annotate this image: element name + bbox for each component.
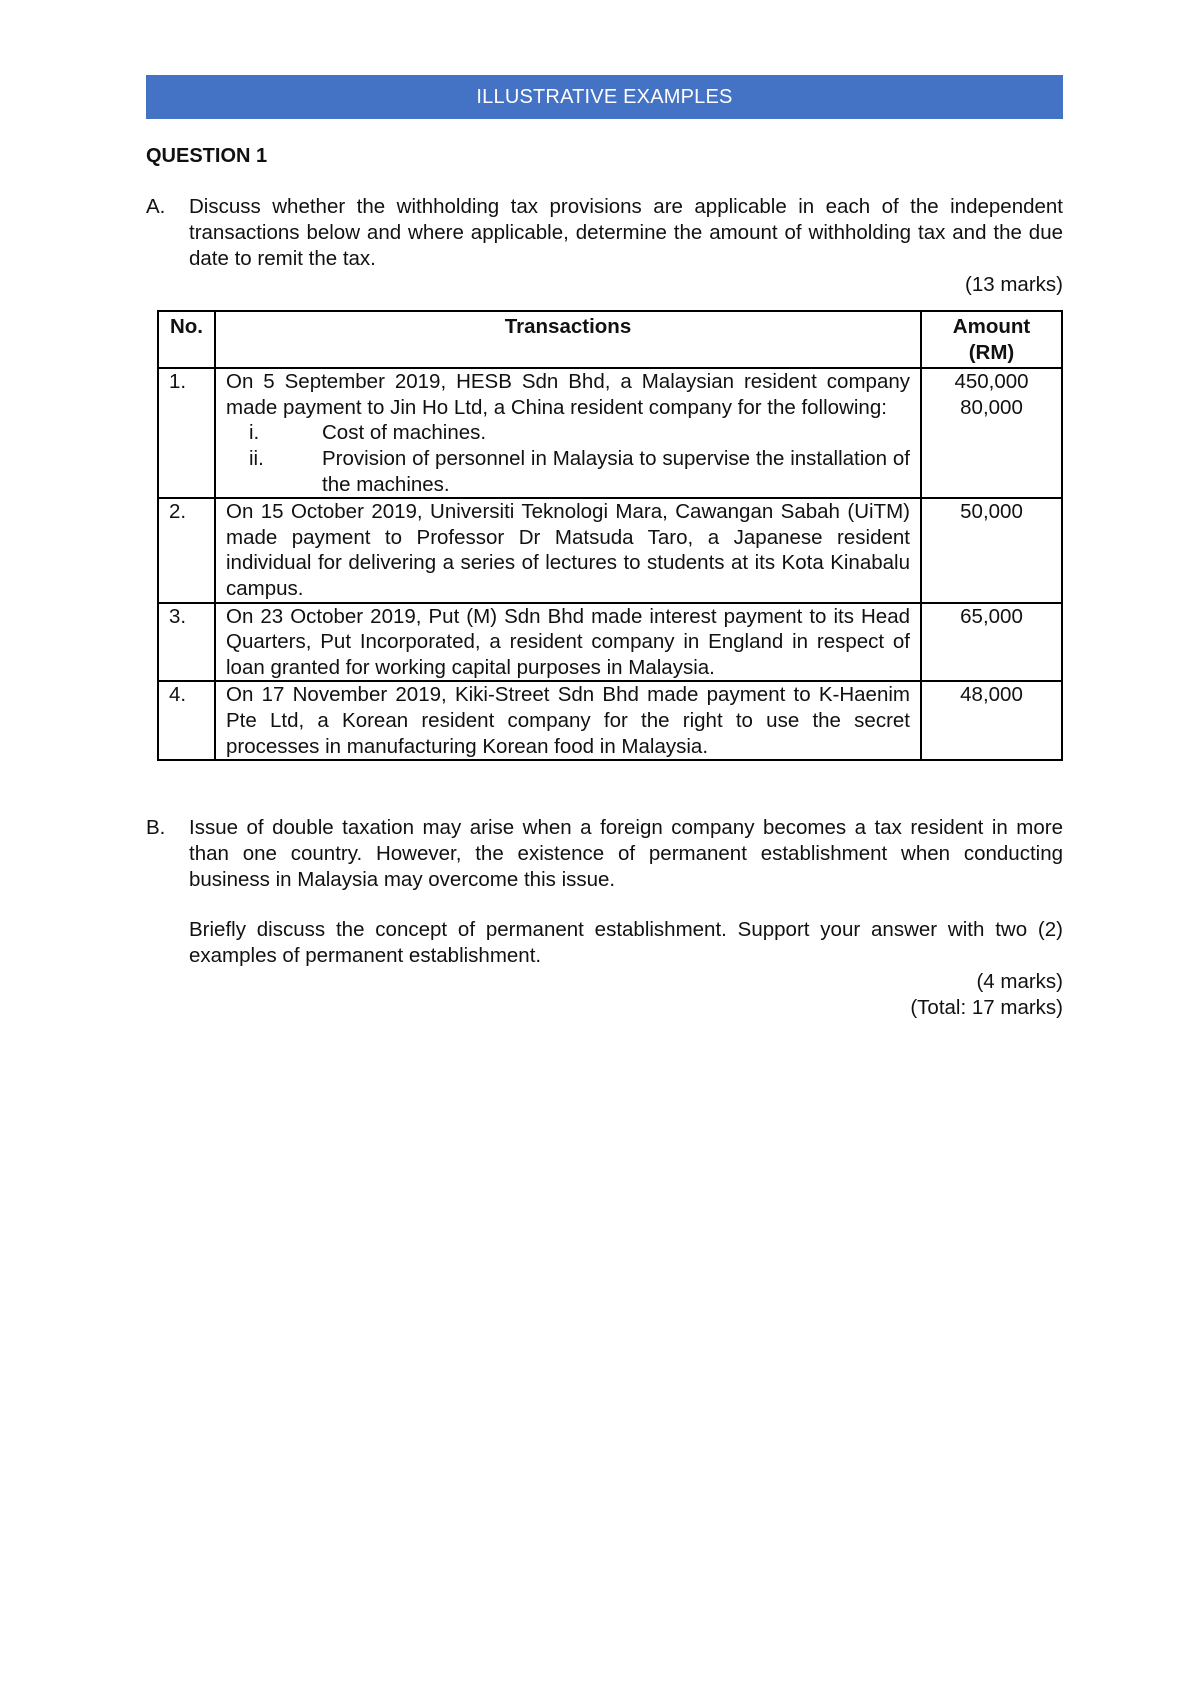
row-transaction: On 15 October 2019, Universiti Teknologi Mara, Cawangan Sabah (UiTM) made payment to Professor Dr Matsuda Taro, a Japanese resident individual for delivering a series of lectures to students at its Kota Kinabalu campus. [215, 498, 921, 602]
part-b-letter: B. [146, 816, 166, 840]
part-a-text: Discuss whether the withholding tax provisions are applicable in each of the independent transactions below and where applicable, determine the amount of withholding tax and the due date to remit the tax. [189, 195, 1063, 270]
row-number: 3. [158, 603, 215, 682]
sub-item [226, 420, 910, 446]
row-transaction-text: On 5 September 2019, HESB Sdn Bhd, a Malaysian resident company made payment to Jin Ho Ltd, a China resident company for the following: [226, 370, 910, 419]
row-transaction [215, 368, 921, 498]
table-row [158, 498, 1062, 602]
row-number: 1. [158, 368, 215, 498]
row-amount-value: 80,000 [960, 395, 1023, 419]
part-b-marks: (4 marks) [976, 970, 1063, 994]
table-row [158, 368, 1062, 498]
part-b-body [189, 815, 1063, 969]
row-amount-value: 450,000 [954, 370, 1029, 394]
part-a [146, 194, 1063, 272]
table-header-row [158, 311, 1062, 368]
header-transactions: Transactions [215, 311, 921, 368]
header-no: No. [158, 311, 215, 368]
part-a-letter: A. [146, 195, 166, 218]
table-row [158, 681, 1062, 760]
part-a-marks: (13 marks) [965, 273, 1063, 296]
row-number: 4. [158, 681, 215, 760]
row-amount [921, 368, 1062, 498]
part-b [146, 815, 1063, 969]
sub-item [226, 446, 910, 497]
question-title: QUESTION 1 [146, 145, 268, 167]
banner-text: ILLUSTRATIVE EXAMPLES [476, 85, 733, 108]
transactions-table [157, 310, 1063, 761]
sub-item-numeral: ii. [249, 446, 264, 470]
row-transaction: On 17 November 2019, Kiki-Street Sdn Bhd made payment to K-Haenim Pte Ltd, a Korean resident company for the right to use the secret processes in manufacturing Korean food in Malaysia. [215, 681, 921, 760]
row-amount: 50,000 [921, 498, 1062, 602]
section-banner [146, 75, 1063, 119]
row-number: 2. [158, 498, 215, 602]
total-marks: (Total: 17 marks) [910, 996, 1063, 1020]
sub-item-numeral: i. [249, 421, 260, 445]
sub-item-text: Provision of personnel in Malaysia to supervise the installation of the machines. [322, 446, 910, 496]
table-row [158, 603, 1062, 682]
row-transaction: On 23 October 2019, Put (M) Sdn Bhd made interest payment to its Head Quarters, Put Incorporated, a resident company in England in respect of loan granted for working capital purposes in Malaysia. [215, 603, 921, 682]
row-amount: 48,000 [921, 681, 1062, 760]
part-b-text-1: Issue of double taxation may arise when a foreign company becomes a tax resident in more than one country. However, the existence of permanent establishment when conducting business in Malaysia may overcome this issue. [189, 816, 1063, 892]
part-b-text-2: Briefly discuss the concept of permanent establishment. Support your answer with two (2) examples of permanent establishment. [189, 918, 1063, 968]
row-amount: 65,000 [921, 603, 1062, 682]
header-amount: Amount (RM) [921, 311, 1062, 368]
sub-item-text: Cost of machines. [322, 421, 487, 445]
document-page [146, 75, 1063, 1021]
